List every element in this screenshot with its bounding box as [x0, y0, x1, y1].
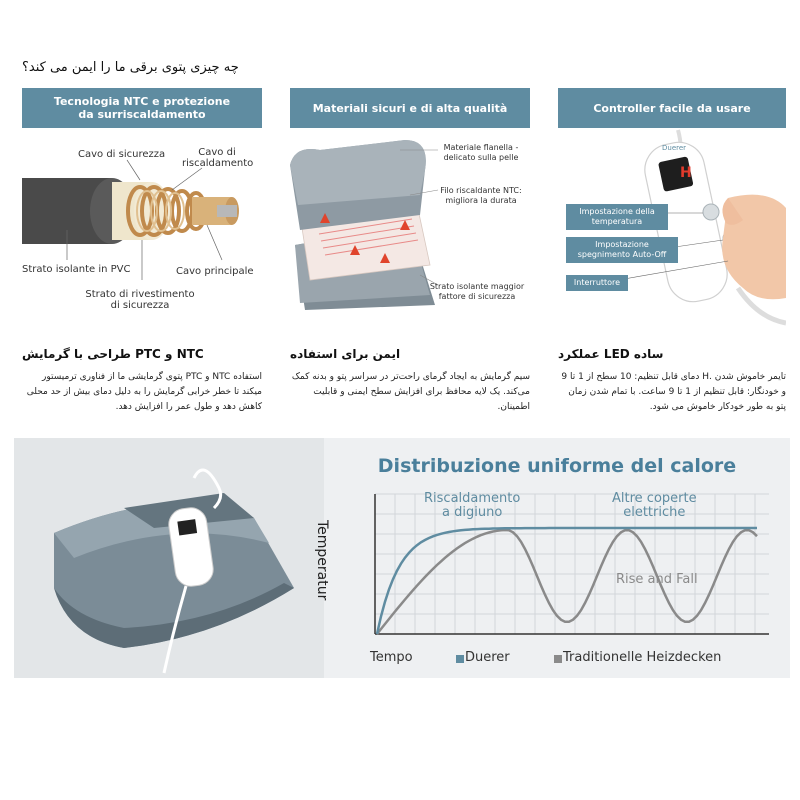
annotation-rise-fall: Rise and Fall [616, 572, 698, 587]
annotation-riscaldamento: Riscaldamento a digiuno [424, 491, 521, 520]
label-cavo-sicurezza: Cavo di sicurezza [78, 149, 166, 160]
page-title: چه چیزی پتوی برقی ما را ایمن می کند؟ [22, 60, 239, 75]
label-filo-ntc: Filo riscaldante NTC: migliora la durata [440, 186, 522, 205]
chart-xlabel: Tempo [370, 650, 413, 665]
chart-title: Distribuzione uniforme del calore [377, 455, 737, 477]
annotation-altre-coperte: Altre coperte elettriche [612, 491, 697, 520]
label-cavo-riscaldamento: Cavo di riscaldamento [182, 147, 254, 169]
chart-svg [324, 438, 790, 678]
panel-3-heading: ساده LED عملکرد [558, 347, 664, 361]
chart-ylabel: Temperatur [314, 520, 330, 601]
label-strato-rivestimento: Strato di rivestimento di sicurezza [85, 289, 195, 311]
legend-swatch-trad [554, 655, 562, 663]
label-strato-pvc: Strato isolante in PVC [22, 264, 131, 275]
cable-illustration [22, 150, 262, 310]
series-traditionelle-heizdecken [377, 530, 757, 634]
series-duerer [377, 528, 757, 634]
controller-display: H [680, 165, 692, 181]
panel-1-body: استفاده NTC و PTC پتوی گرمایشی ما از فناوری ترمیستور میکند تا خطر خرابی گرمایش را به دلیل دمای بیش از حد محلی کاهش دهد و طول عمر را افزایش دهد. [26, 372, 262, 412]
panel-1-heading: NTC و PTC طراحی با گرمایش [22, 347, 204, 361]
label-flanella: Materiale flanella - delicato sulla pelle [443, 143, 519, 162]
legend-swatch-duerer [456, 655, 464, 663]
label-cavo-principale: Cavo principale [176, 266, 254, 277]
label-auto-off: Impostazione spegnimento Auto-Off [566, 237, 678, 263]
panel-3-banner: Controller facile da usare [558, 88, 786, 128]
panel-2-heading: ایمن برای استفاده [290, 347, 401, 361]
label-strato-isolante: Strato isolante maggior fattore di sicurezza [429, 282, 525, 301]
panel-1-banner: Tecnologia NTC e protezione da surriscaldamento [22, 88, 262, 128]
legend-label-duerer: Duerer [465, 650, 510, 665]
panel-3-body: تایمر خاموش شدن .H دمای قابل تنظیم: 10 سطح از 1 تا 9 و خودنگار: قابل تنظیم از 1 تا 9 ساعت. با تمام شدن زمان پتو به طور خودکار خاموش می شود. [561, 372, 786, 412]
blanket-image [14, 438, 324, 678]
label-temperatura: Impostazione della temperatura [566, 204, 668, 230]
brand-label: Duerer [662, 144, 687, 152]
panel-2-body: سیم گرمایش به ایجاد گرمای راحت‌تر در سراسر پتو و بدنه کمک می‌کند. یک لایه محافظ برای افزایش سطح ایمنی و قابلیت اطمینان. [291, 372, 530, 412]
legend-label-trad: Traditionelle Heizdecken [563, 650, 722, 665]
label-interruttore: Interruttore [566, 275, 628, 291]
panel-2-banner: Materiali sicuri e di alta qualità [290, 88, 530, 128]
blanket-photo-area [14, 438, 324, 678]
